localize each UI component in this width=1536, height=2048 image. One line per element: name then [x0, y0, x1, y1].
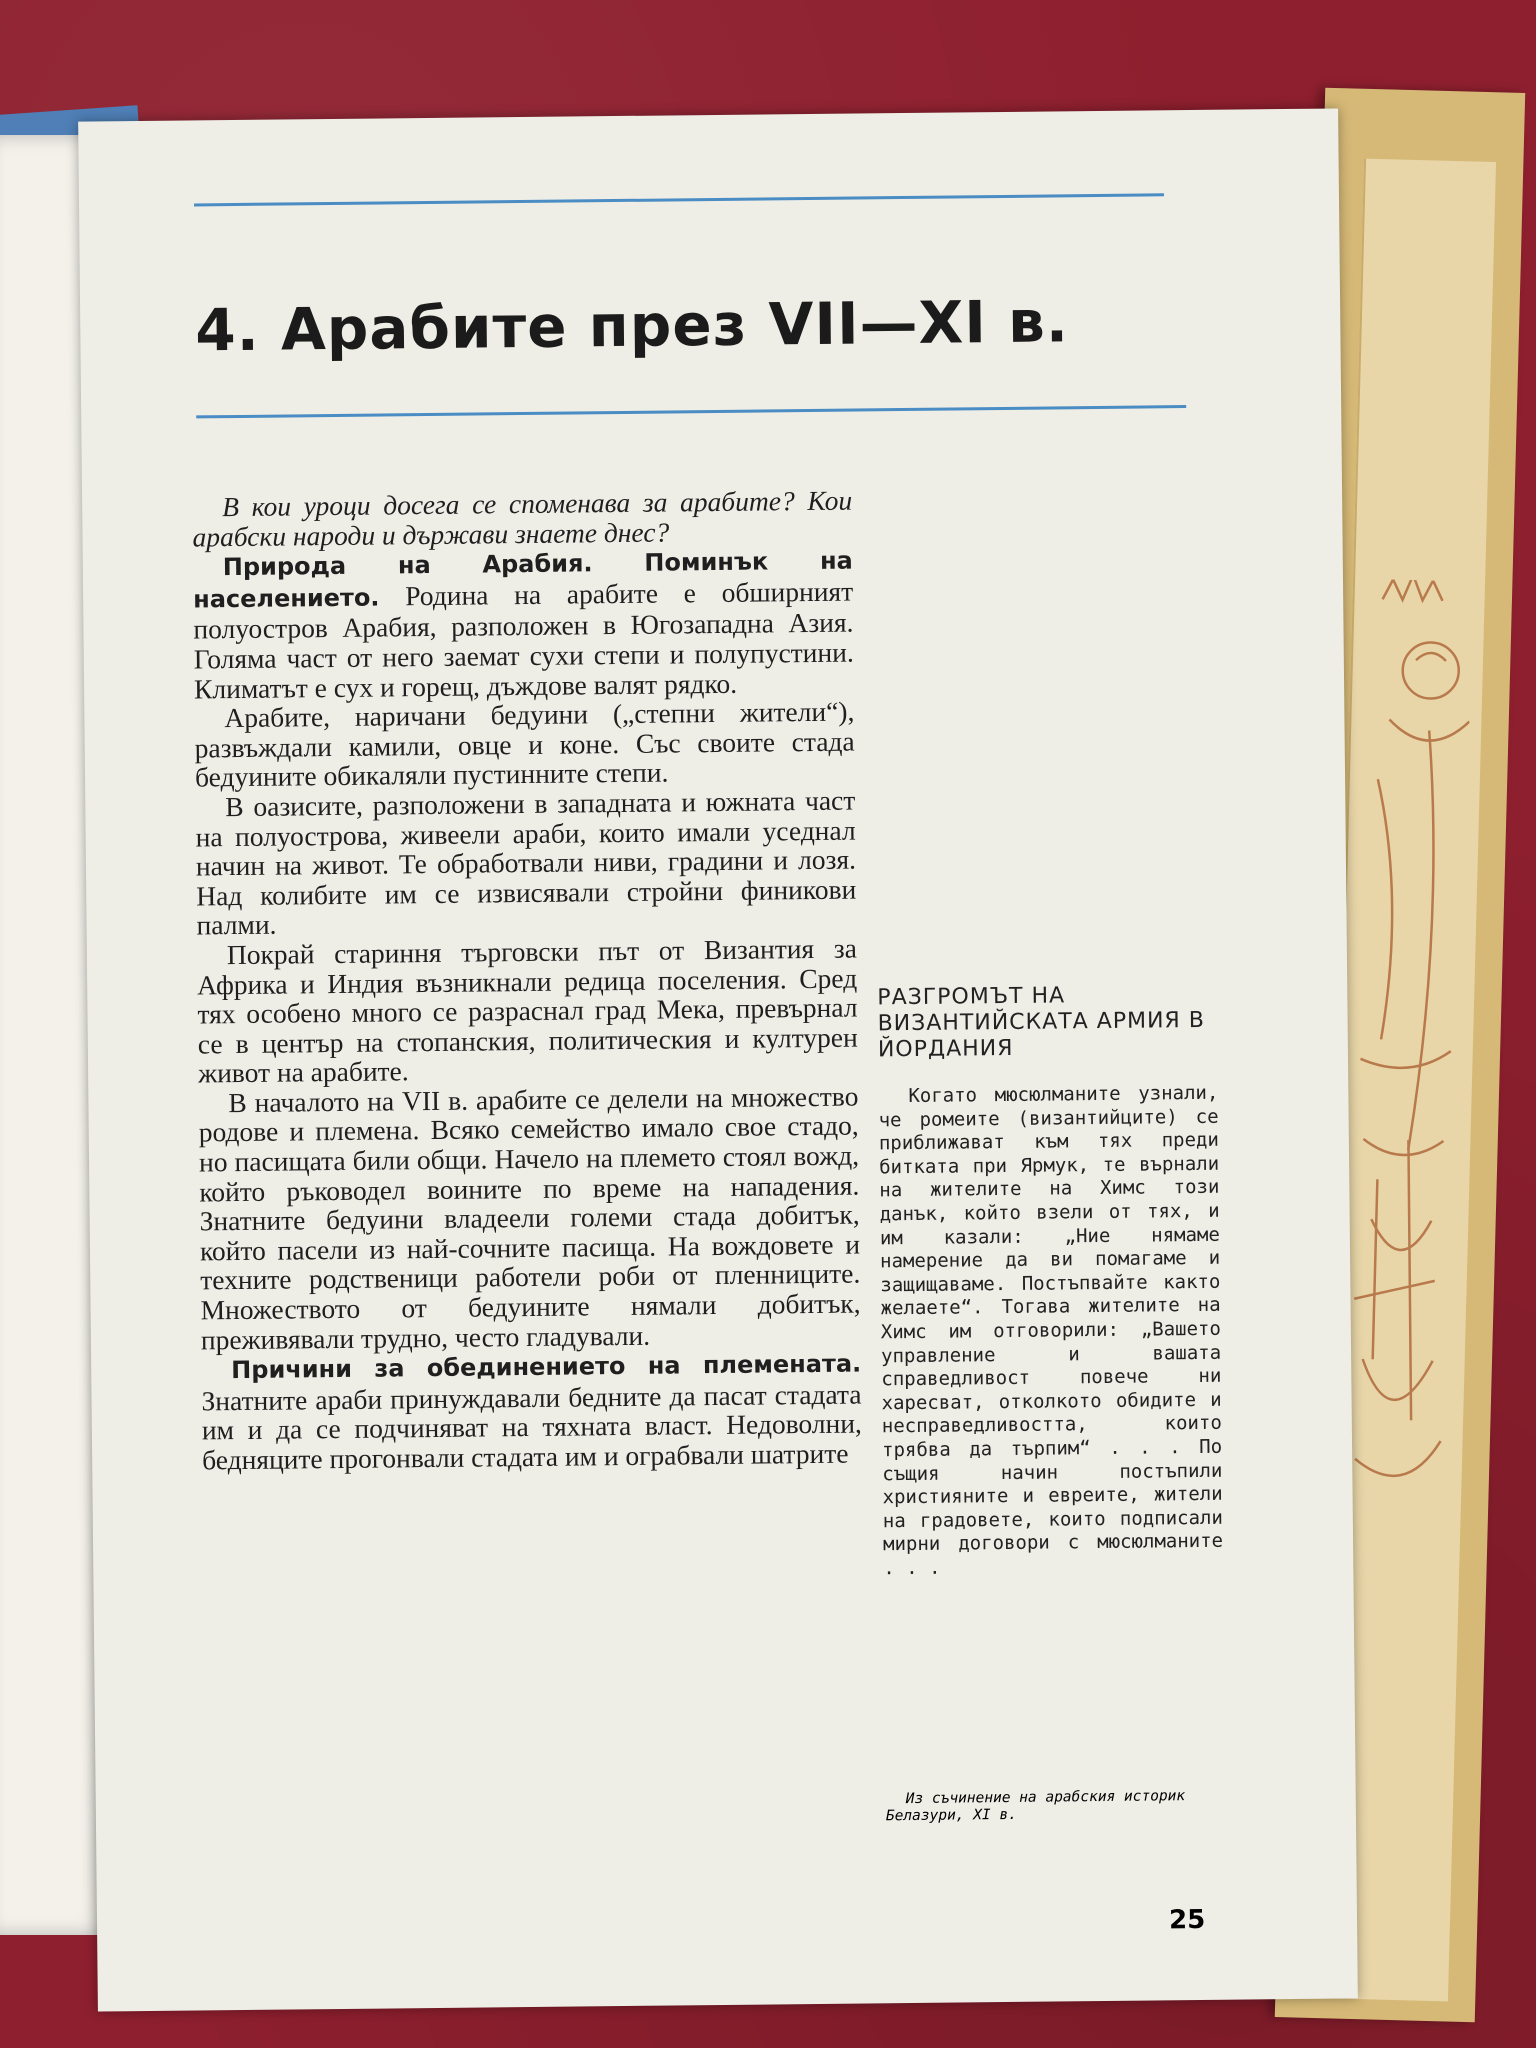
- page-number: 25: [1168, 1904, 1206, 1936]
- top-rule: [194, 193, 1164, 206]
- section-heading-nature: Природа на Арабия. Поминък на населението.: [192, 546, 853, 614]
- paragraph-unification-text: Знатните араби принуждавали бедните да пасат стадата им и да се подчиняват на тяхната власт. Недоволни, бедняците прогонвали стадата им и ограбвали шатрите: [201, 1378, 862, 1476]
- paragraph-nature-text: Родина на арабите е обширният полуостров Арабия, разположен в Югозападна Азия. Голяма част от него заемат сухи степи и полупустини. Климатът е сух и горещ, дъждове валят рядко.: [193, 575, 854, 705]
- book-page: [78, 108, 1358, 2011]
- sidebar-excerpt: [877, 982, 1223, 1581]
- main-text-column: [192, 486, 862, 1475]
- sidebar-text: Когато мюсюлманите узнали, че ромеите (византийците) се приближават към тях преди битката при Ярмук, те върнали на жителите на Химс този данък, който взели от тях, и им казали: „Ние нямаме намерение да ви помагаме и защищаваме. Постъпвайте както желаете“. Тогава жителите на Химс им отговорили: „Вашето управление и вашата справедливост повече ни харесват, отколкото обидите и несправедливостта, които трябва да търпим“ . . . По същия начин постъпили християните и евреите, жители на градовете, които подписали мирни договори с мюсюлманите . . .: [878, 1081, 1224, 1580]
- chapter-title: 4. Арабите през VII—XI в.: [194, 287, 1070, 365]
- paragraph: Покрай стариння търговски път от Византия за Африка и Индия възникнали редица поселения. Сред тях особено много се разраснал град Мека, превърнал се в център на стопанския, политическия и културен живот на арабите.: [197, 932, 858, 1089]
- intro-question: В кои уроци досега се споменава за арабите? Кои арабски народи и държави знаете днес?: [192, 484, 853, 553]
- section-heading-unification: Причини за обединението на племената.: [231, 1349, 862, 1385]
- sidebar-title: РАЗГРОМЪТ НА ВИЗАНТИЙСКАТА АРМИЯ В ЙОРДАНИЯ: [877, 983, 1205, 1063]
- bottom-rule: [196, 405, 1186, 418]
- paragraph: В оазисите, разположени в западната и южната част на полуострова, живеели араби, които имали уседнал начин на живот. Те обработвали ниви, градини и лозя. Над колибите им се извисявали стройни финикови палми.: [195, 784, 857, 941]
- paragraph-unification: [201, 1348, 862, 1475]
- sidebar-source: Из съчинение на арабския историк Белазури, XI в.: [885, 1788, 1186, 1825]
- paragraph: Арабите, наричани бедуини („степни жители“), развъждали камили, овце и коне. Със своите стада бедуините обикаляли пустинните степи.: [194, 695, 855, 793]
- paragraph-nature: [193, 545, 855, 704]
- paragraph: В началото на VII в. арабите се делели на множество родове и племена. Всяко семейство имало свое стадо, но пасищата били общи. Начело на племето стоял вожд, който ръководел воините по време на нападения. Знатните бедуини владеели големи стада добитък, който пасели из най-сочните пасища. На вождовете и техните родственици работели роби от пленниците. Множеството от бедуините нямали добитък, преживявали трудно, често гладували.: [198, 1080, 861, 1356]
